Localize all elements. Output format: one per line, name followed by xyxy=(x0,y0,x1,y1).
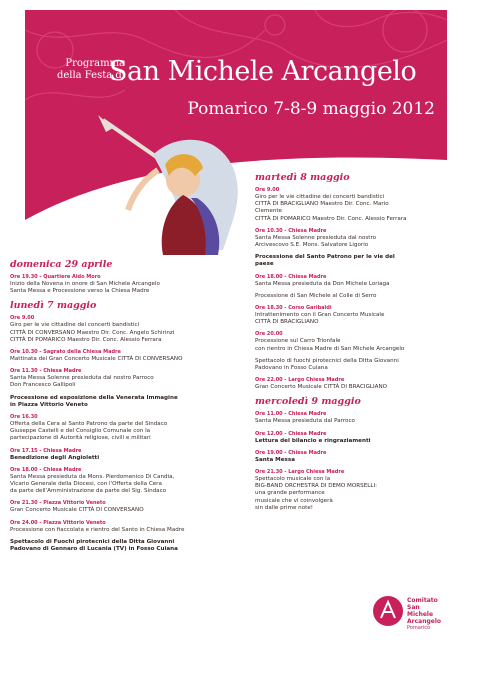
event-time-place: Ore 17.15 - Chiesa Madre xyxy=(10,447,82,454)
prefix-line-2: della Festa di xyxy=(56,70,125,81)
page-subtitle: Pomarico 7-8-9 maggio 2012 xyxy=(187,99,435,119)
event-time-place: Ore 19.30 - Quartiere Aldo Moro xyxy=(10,274,101,280)
event-time-place: Ore 18.00 - Chiesa Madre xyxy=(10,466,82,473)
event-description: Benedizione degli Angioletti xyxy=(10,454,100,461)
event-item xyxy=(10,414,215,443)
day-heading: martedì 8 maggio xyxy=(255,172,350,183)
event-description: Processione del Santo Patrono per le vie del paese xyxy=(255,254,395,268)
event-time-place: Ore 11.30 - Chiesa Madre xyxy=(10,368,82,375)
event-time-place: Ore 20.00 xyxy=(255,331,283,338)
event-time-place: Ore 18.30 - Corso Garibaldi xyxy=(255,305,332,312)
day-heading: mercoledì 9 maggio xyxy=(255,396,361,408)
event-description: Processione sul Carro Trionfale con rientro in Chiesa Madre di San Michele Arcangelo xyxy=(255,338,405,352)
saint-michael-illustration xyxy=(73,110,253,260)
event-item xyxy=(10,274,215,295)
event-description: Giro per le vie cittadine dei concerti bandistici CITTÀ DI CONVERSANO Maestro Dir. Conc. Angelo Schirinzi CITTÀ DI POMARICO Maestro Dir. Conc. Alessio Ferrara xyxy=(10,322,175,343)
event-description: Mattinata del Gran Concerto Musicale CITTÀ DI CONVERSANO xyxy=(10,356,183,363)
event-description: Offerta della Cera al Santo Patrono da parte del Sindaco Giuseppe Castelli e del Consiglio Comunale con la partecipazione di Autorità religiose, civili e militari xyxy=(10,421,168,442)
event-description: Spettacolo di fuochi pirotecnici della Ditta Giovanni Padovano in Fosso Cuiana xyxy=(255,357,399,372)
day-heading: lunedì 7 maggio xyxy=(10,300,97,312)
event-time-place: Ore 9.00 xyxy=(255,187,280,193)
event-description: Santa Messa presieduta dal Parroco xyxy=(255,418,355,425)
event-item xyxy=(10,500,215,514)
event-item xyxy=(10,395,215,409)
event-item xyxy=(255,305,415,326)
committee-logo-text xyxy=(407,597,447,632)
event-description: Processione con fiaccolata e rientro del Santo in Chiesa Madre xyxy=(10,526,185,533)
event-item xyxy=(10,520,215,534)
schedule-left-column xyxy=(10,259,215,558)
event-item xyxy=(255,293,415,300)
event-time-place: Ore 18.00 - Chiesa Madre xyxy=(255,273,327,280)
event-item xyxy=(255,331,415,352)
prefix-line-1: Programma xyxy=(65,58,125,69)
event-description: Lettura del bilancio e ringraziamenti xyxy=(255,437,371,444)
logo-line-3: Arcangelo xyxy=(407,618,442,625)
logo-line-2: San Michele xyxy=(407,604,434,618)
event-time-place: Ore 10.30 - Sagrato della Chiesa Madre xyxy=(10,349,121,356)
event-time-place: Ore 21.30 - Piazza Vittorio Veneto xyxy=(10,500,106,507)
event-time-place: Ore 10.30 - Chiesa Madre xyxy=(255,227,327,234)
event-description: Santa Messa presieduta da Mons. Pierdomenico Di Candia, Vicario Generale della Diocesi, con l'Offerta della Cera da parte dell'Amministrazione da parte del Sig. Sindaco xyxy=(10,473,175,495)
event-description: Gran Concerto Musicale CITTÀ DI CONVERSANO xyxy=(10,507,144,514)
event-time-place: Ore 19.00 - Chiesa Madre xyxy=(255,449,327,456)
logo-line-4: Pomarico xyxy=(407,625,431,631)
event-description: Processione ed esposizione della Venerata Immagine in Piazza Vittorio Veneto xyxy=(10,394,178,408)
event-time-place: Ore 24.00 - Piazza Vittorio Veneto xyxy=(10,519,106,526)
event-description: Spettacolo musicale con la BIG-BAND ORCHESTRA DI DEMO MORSELLI: una grande performance musicale che vi coinvolgerà sin dalle prime note! xyxy=(255,476,378,511)
event-item xyxy=(255,411,415,425)
event-item xyxy=(10,467,215,496)
event-description: Intrattenimento con il Gran Concerto Musicale CITTÀ DI BRACIGLIANO xyxy=(255,312,385,326)
event-item xyxy=(10,349,215,363)
event-description: Gran Concerto Musicale CITTÀ DI BRACIGLIANO xyxy=(255,384,388,391)
event-description: Santa Messa Solenne presieduta dal nostro Parroco Don Francesco Gallipoli xyxy=(10,375,154,389)
event-time-place: Ore 9.00 xyxy=(10,315,35,322)
event-time-place: Ore 22.00 - Largo Chiesa Madre xyxy=(255,377,345,384)
event-item xyxy=(10,448,215,462)
event-description: Inizio della Novena in onore di San Michele Arcangelo Santa Messa e Processione verso la Chiesa Madre xyxy=(10,281,160,295)
event-description: Processione di San Michele al Colle di Serro xyxy=(255,292,377,299)
schedule-right-column xyxy=(255,172,415,517)
event-description: Santa Messa presieduta da Don Michele Loriaga xyxy=(255,280,390,287)
event-item xyxy=(255,358,415,372)
page-title: San Michele Arcangelo xyxy=(109,56,417,87)
event-time-place: Ore 12.00 - Chiesa Madre xyxy=(255,430,327,437)
event-time-place: Ore 21.30 - Largo Chiesa Madre xyxy=(255,469,345,476)
event-item xyxy=(255,377,415,391)
event-item xyxy=(255,469,415,512)
event-item xyxy=(255,228,415,249)
event-item xyxy=(255,187,415,223)
event-description: Spettacolo di Fuochi pirotecnici della Ditta Giovanni Padovano di Gennaro di Lucania (TV) in Fosso Cuiana xyxy=(10,538,178,553)
event-description: Santa Messa xyxy=(255,456,295,463)
event-item xyxy=(10,539,215,553)
logo-line-1: Comitato xyxy=(407,597,438,604)
event-description: Santa Messa Solenne presieduta dal nostro Arcivescovo S.E. Mons. Salvatore Ligorio xyxy=(255,234,377,249)
event-item xyxy=(10,368,215,389)
event-item xyxy=(10,315,215,344)
event-time-place: Ore 11.00 - Chiesa Madre xyxy=(255,411,327,418)
event-item xyxy=(255,450,415,464)
day-heading: domenica 29 aprile xyxy=(10,259,113,270)
event-item xyxy=(255,274,415,288)
event-time-place: Ore 16.30 xyxy=(10,414,38,421)
event-item xyxy=(255,431,415,445)
committee-logo-icon xyxy=(371,594,405,628)
event-item xyxy=(255,254,415,268)
event-description: Giro per le vie cittadine dei concerti bandistici CITTÀ DI BRACIGLIANO Maestro Dir. Conc. Mario Clemente CITTÀ DI POMARICO Maestro Dir. Conc. Alessio Ferrara xyxy=(255,194,407,222)
